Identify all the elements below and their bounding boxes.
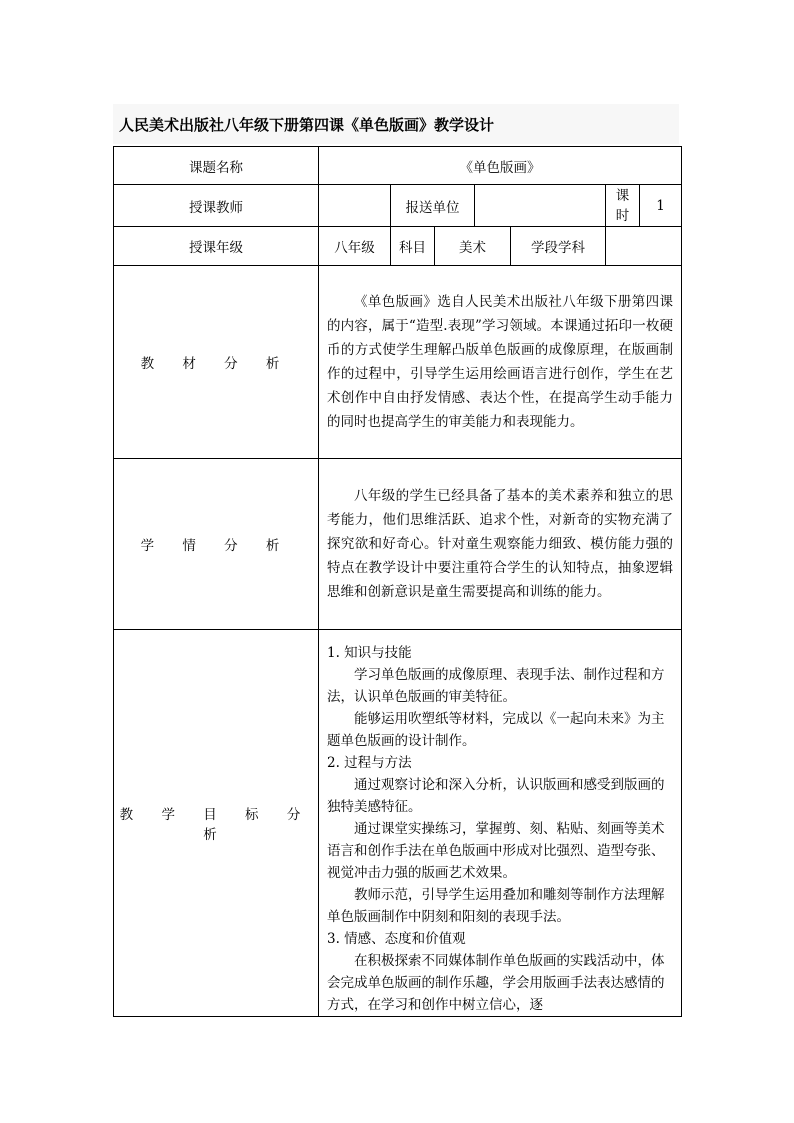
- row-student-analysis: [114, 459, 682, 630]
- teacher-value: [319, 185, 391, 227]
- material-label: 教 材 分 析: [114, 266, 319, 459]
- subject-label: 科目: [391, 227, 435, 266]
- stage-value: [606, 227, 682, 266]
- topic-value: 《单色版画》: [319, 147, 682, 185]
- goals-line: 通过课堂实操练习，掌握剪、刻、粘贴、刻画等美术语言和创作手法在单色版画中形成对比强烈、造型夸张、视觉冲击力强的版画艺术效果。: [327, 821, 665, 881]
- goals-line: 3. 情感、态度和价值观: [327, 931, 466, 947]
- hours-label-line2: 时: [615, 207, 630, 224]
- goals-label: 教 学 目 标 分 析: [114, 630, 319, 1017]
- hours-label: [606, 185, 640, 227]
- goals-line: 教师示范，引导学生运用叠加和雕刻等制作方法理解单色版画制作中阴刻和阳刻的表现手法。: [327, 887, 665, 925]
- lesson-plan-table: [113, 146, 682, 1017]
- row-grade: [114, 227, 682, 266]
- row-material-analysis: [114, 266, 682, 459]
- subject-value: 美术: [435, 227, 511, 266]
- document-title: 人民美术出版社八年级下册第四课《单色版画》教学设计: [113, 104, 679, 144]
- goals-line: 2. 过程与方法: [327, 755, 412, 771]
- row-teaching-goals: [114, 630, 682, 1017]
- topic-label: 课题名称: [114, 147, 319, 185]
- material-text: 《单色版画》选自人民美术出版社八年级下册第四课的内容，属于“造型.表现”学习领域。本课通过拓印一枚硬币的方式使学生理解凸版单色版画的成像原理，在版画制作的过程中，引导学生运用绘画语言进行创作，学生在艺术创作中自由抒发情感、表达个性，在提高学生动手能力的同时也提高学生的审美能力和表现能力。: [319, 266, 682, 459]
- grade-value: 八年级: [319, 227, 391, 266]
- goals-content: [319, 630, 682, 1017]
- goals-line: 在积极探索不同媒体制作单色版画的实践活动中，体会完成单色版画的制作乐趣，学会用版画手法表达感情的方式，在学习和创作中树立信心，逐: [327, 953, 665, 1013]
- goals-line: 学习单色版画的成像原理、表现手法、制作过程和方法，认识单色版画的审美特征。: [327, 667, 665, 705]
- row-topic: [114, 147, 682, 185]
- students-label: 学 情 分 析: [114, 459, 319, 630]
- goals-line: 通过观察讨论和深入分析，认识版画和感受到版画的独特美感特征。: [327, 777, 665, 815]
- hours-label-line1: 课: [615, 187, 630, 204]
- unit-label: 报送单位: [391, 185, 475, 227]
- stage-label: 学段学科: [511, 227, 606, 266]
- teacher-label: 授课教师: [114, 185, 319, 227]
- goals-line: 1. 知识与技能: [327, 645, 412, 661]
- students-text: 八年级的学生已经具备了基本的美术素养和独立的思考能力，他们思维活跃、追求个性，对新奇的实物充满了探究欲和好奇心。针对童生观察能力细致、模仿能力强的特点在教学设计中要注重符合学生的认知特点，抽象逻辑思维和创新意识是童生需要提高和训练的能力。: [319, 459, 682, 630]
- grade-label: 授课年级: [114, 227, 319, 266]
- row-teacher: [114, 185, 682, 227]
- goals-line: 能够运用吹塑纸等材料，完成以《一起向未来》为主题单色版画的设计制作。: [327, 711, 665, 749]
- hours-value: 1: [640, 185, 682, 227]
- unit-value: [475, 185, 606, 227]
